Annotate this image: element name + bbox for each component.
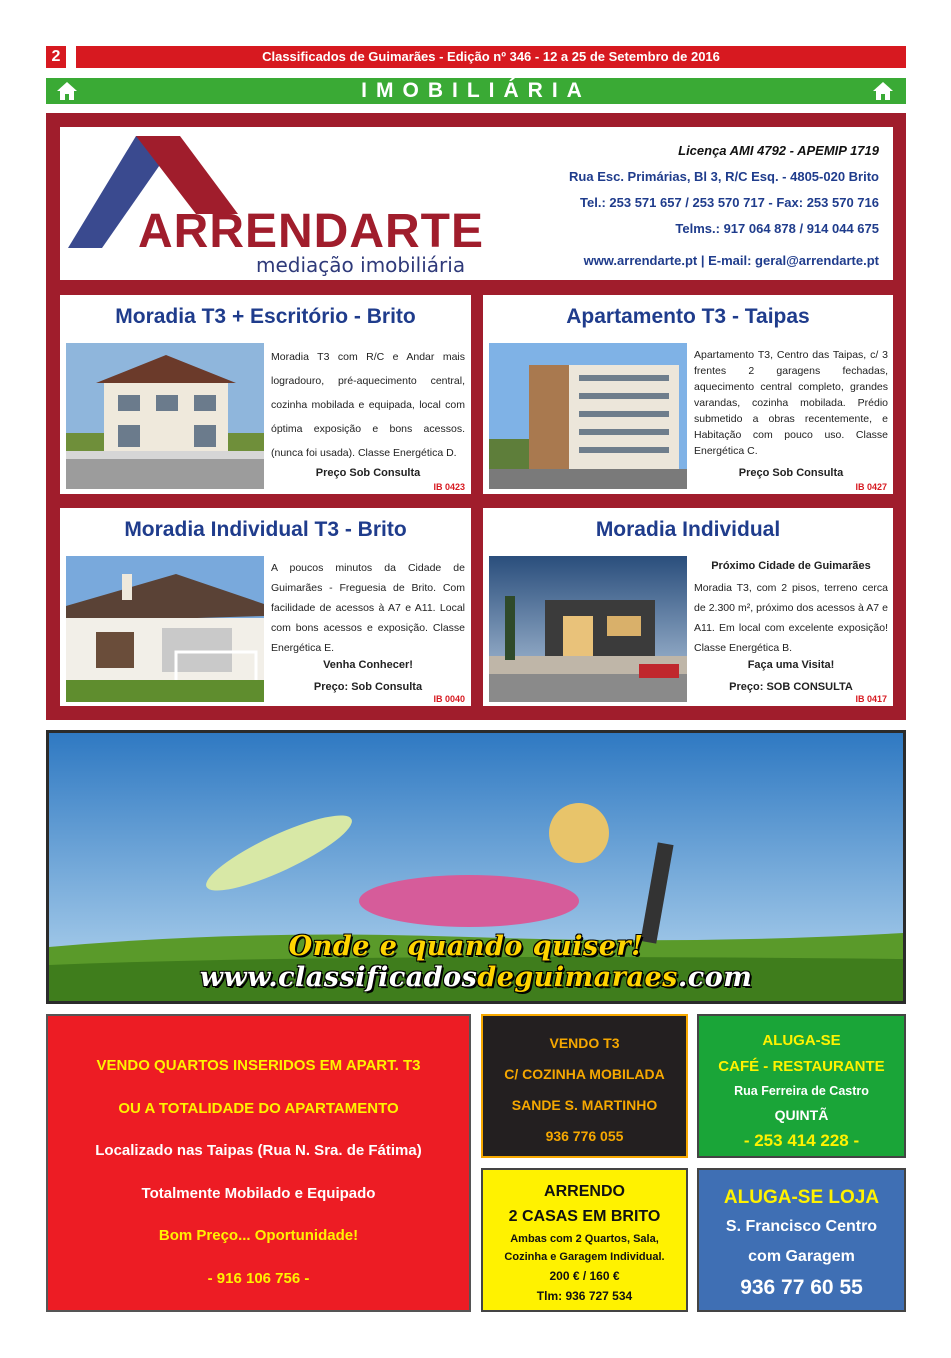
listing-description: Apartamento T3, Centro das Taipas, c/ 3 frentes 2 garagens fechadas, aquecimento central completo, grandes varandas, cozinha mobilada. Prédio submetido a obras recentemente, e Habitação com pouco uso. Classe Energética C. bbox=[694, 349, 888, 457]
building-photo bbox=[489, 343, 687, 489]
ad-line: OU A TOTALIDADE DO APARTAMENTO bbox=[118, 1099, 399, 1117]
listing-extra: Venha Conhecer! bbox=[323, 659, 413, 671]
listing-description: A poucos minutos da Cidade de Guimarães - Freguesia de Brito. Com facilidade de acessos à A7 e A11. Local com bons acessos e exposição. Classe Energética E. bbox=[271, 562, 465, 654]
agency-name: ARRENDARTE bbox=[138, 205, 484, 258]
ad-line: QUINTÃ bbox=[774, 1107, 829, 1123]
ad-line: CAFÉ - RESTAURANTE bbox=[718, 1058, 885, 1075]
ad-line: VENDO QUARTOS INSERIDOS EM APART. T3 bbox=[96, 1057, 421, 1074]
listing-ref: IB 0423 bbox=[433, 482, 465, 492]
listing-ref: IB 0040 bbox=[433, 694, 465, 704]
ad-line: ALUGA-SE bbox=[762, 1032, 841, 1049]
ad-price: 200 € / 160 € bbox=[549, 1269, 620, 1283]
ad-line: S. Francisco Centro bbox=[725, 1218, 878, 1235]
agency-address: Rua Esc. Primárias, Bl 3, R/C Esq. - 4805-020 Brito bbox=[569, 169, 879, 184]
ad-phone: - 253 414 228 - bbox=[743, 1131, 860, 1150]
house-photo bbox=[66, 556, 264, 702]
listing-price: Preço Sob Consulta bbox=[315, 467, 421, 479]
listing-price: Preço Sob Consulta bbox=[738, 467, 844, 479]
listing-title: Moradia T3 + Escritório - Brito bbox=[115, 305, 416, 328]
ad-line: Rua Ferreira de Castro bbox=[734, 1084, 869, 1098]
listing-title: Apartamento T3 - Taipas bbox=[566, 305, 810, 328]
ad-aluga-loja[interactable] bbox=[697, 1168, 906, 1312]
ad-line: Bom Preço... Oportunidade! bbox=[158, 1227, 359, 1244]
ad-line: com Garagem bbox=[748, 1248, 855, 1265]
ad-phone: 936 77 60 55 bbox=[740, 1276, 863, 1299]
listing-description: Moradia T3, com 2 pisos, terreno cerca de 2.300 m², próximo dos acessos à A7 e A11. Em local com excelente exposição! Classe Energética B. bbox=[694, 582, 888, 654]
website-banner[interactable] bbox=[46, 730, 906, 1004]
ad-arrendo-casas[interactable] bbox=[481, 1168, 688, 1312]
agency-phones: Tel.: 253 571 657 / 253 570 717 - Fax: 253 570 716 bbox=[580, 195, 879, 210]
ad-line: Cozinha e Garagem Individual. bbox=[504, 1251, 665, 1263]
ad-vendo-t3[interactable] bbox=[481, 1014, 688, 1158]
listing-lead: Próximo Cidade de Guimarães bbox=[711, 560, 871, 572]
banner-url-part[interactable]: .com bbox=[677, 962, 753, 993]
ad-line: ALUGA-SE LOJA bbox=[723, 1187, 880, 1208]
agency-license: Licença AMI 4792 - APEMIP 1719 bbox=[678, 143, 879, 158]
ad-rooms-for-sale[interactable] bbox=[46, 1014, 471, 1312]
listing-card[interactable] bbox=[60, 508, 471, 706]
listing-card[interactable] bbox=[60, 295, 471, 494]
listing-ref: IB 0417 bbox=[855, 694, 887, 704]
ad-line: Ambas com 2 Quartos, Sala, bbox=[510, 1233, 659, 1245]
section-title: IMOBILIÁRIA bbox=[46, 78, 906, 104]
banner-url-part[interactable]: www.classificados bbox=[199, 962, 478, 993]
ad-line: VENDO T3 bbox=[549, 1035, 620, 1051]
agency-subtitle: mediação imobiliária bbox=[256, 253, 466, 277]
house-icon bbox=[56, 80, 78, 102]
listing-extra: Faça uma Visita! bbox=[747, 659, 835, 671]
listing-title: Moradia Individual T3 - Brito bbox=[124, 518, 407, 541]
page-number: 2 bbox=[46, 46, 66, 68]
house-photo bbox=[66, 343, 264, 489]
listing-title: Moradia Individual bbox=[595, 518, 781, 541]
ad-line: 2 CASAS EM BRITO bbox=[508, 1208, 661, 1225]
house-render-photo bbox=[489, 556, 687, 702]
issue-line: Classificados de Guimarães - Edição nº 346 - 12 a 25 de Setembro de 2016 bbox=[76, 46, 906, 68]
ad-cafe-restaurante[interactable] bbox=[697, 1014, 906, 1158]
listing-description: Moradia T3 com R/C e Andar mais logradouro, pré-aquecimento central, cozinha mobilada e equipada, local com óptima exposição e bons acessos. (nunca foi usada). Classe Energética D. bbox=[271, 351, 465, 459]
house-icon bbox=[872, 80, 894, 102]
banner-tagline bbox=[49, 931, 903, 993]
listing-price: Preço: SOB CONSULTA bbox=[729, 681, 853, 693]
listing-price: Preço: Sob Consulta bbox=[313, 681, 423, 693]
listing-card[interactable] bbox=[483, 508, 893, 706]
agency-mobiles: Telms.: 917 064 878 / 914 044 675 bbox=[675, 221, 879, 236]
ad-line: ARRENDO bbox=[544, 1183, 625, 1200]
ad-line: Totalmente Mobilado e Equipado bbox=[141, 1184, 376, 1202]
ad-line: SANDE S. MARTINHO bbox=[511, 1097, 658, 1113]
ad-line: Localizado nas Taipas (Rua N. Sra. de Fátima) bbox=[95, 1142, 422, 1159]
ad-phone: - 916 106 756 - bbox=[207, 1269, 310, 1287]
ad-phone: 936 776 055 bbox=[545, 1128, 624, 1144]
listing-ref: IB 0427 bbox=[855, 482, 887, 492]
banner-slogan: Onde e quando quiser! bbox=[288, 931, 644, 962]
banner-url-part[interactable]: deguimaraes bbox=[477, 962, 678, 993]
ad-phone: Tlm: 936 727 534 bbox=[536, 1289, 633, 1303]
listing-card[interactable] bbox=[483, 295, 893, 494]
ad-line: C/ COZINHA MOBILADA bbox=[504, 1066, 665, 1082]
agency-web-email[interactable]: www.arrendarte.pt | E-mail: geral@arrendarte.pt bbox=[583, 253, 879, 268]
